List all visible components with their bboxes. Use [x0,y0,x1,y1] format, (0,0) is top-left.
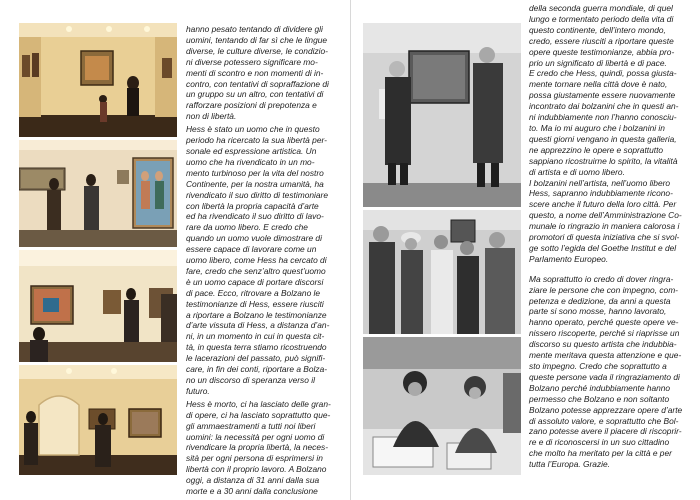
gallery-photo-3 [19,250,177,362]
right-paragraph-1: della seconda guerra mondiale, di quel lungo e tormentato periodo della vita di questo continente, dell’intero mondo, credo, essere riusciti a riportare queste opere queste testimonianze, abbia pro- prio un significato di libertà e di pace. E credo che Hess, quindi, possa giusta- mente tornare nella città dove è nato, possa giustamente essere nuovamente incontrato dai bolzanini che in questi an- ni indubbiamente non l’hanno conosciu- to. Ma io mi auguro che i bolzanini in questi giorni vengano in questa galleria, ne apprezzino le opere e soprattutto sappiano ricostruirne lo spirito, la vitalità di artista e di uomo libero. I bolzanini nell’artista, nell’uomo libero Hess, sapranno indubbiamente ricono- scere anche il futuro della loro città. Per questo, a nome dell’Amministrazione Co- munale io ringrazio in maniera calorosa i promotori di questa iniziativa che si svol- ge sotto l’egida del Goethe Institut e del Parlamento Europeo. [529,3,682,264]
archival-photo-2 [363,210,521,334]
right-text-column [529,3,691,472]
archival-photo-3 [363,337,521,475]
right-page [351,0,700,500]
gallery-photo-4 [19,365,177,475]
gallery-photo-2 [19,140,177,247]
left-paragraph-3: Hess è morto, ci ha lasciato delle gran- di opere, ci ha lasciato soprattutto que- gli ammaestramenti a tutti noi liberi uomini: la necessità per ogni uomo di rivendicare la propria libertà, la neces- sità per ogni persona di esprimersi in libertà con il proprio lavoro. A Bolzano oggi, a distanza di 31 anni dalla sua morte e a 30 anni dalla conclusione [186,398,331,497]
right-paragraph-2: Ma soprattutto io credo di dover ringra- ziare le persone che con impegno, com- petenza e dedizione, da anni a questa parte si sono mosse, hanno lavorato, hanno operato, perché queste opere ve- nissero riscoperte, perché si riaprisse un discorso su questo artista che indubbia- mente meritava questa attenzione e que- sto impegno. Credo che soprattutto a queste persone vada il ringraziamento di Bolzano perché indubbiamente hanno permesso che Bolzano e non soltanto Bolzano potesse apprezzare opere d’arte di assoluto valore, e soprattutto che Bol- zano potesse avere il piacere di riscoprir- re e di riconoscersi in un suo cittadino che molto ha meritato per la città e per tutta l’Europa. Grazie. [529,273,683,470]
left-text-column [186,24,344,499]
left-paragraph-2: Hess è stato un uomo che in questo periodo ha ricercato la sua libertà per- sonale ed espressione artistica. Un uomo che ha rivendicato in un mo- mento turbinoso per la vita del nostro Continente, per la nostra umanità, ha rivendicato il suo diritto di testimoniare con libertà la propria capacità d’arte ed ha rivendicato il suo diritto di lavo- rare da uomo libero. E credo che quando un uomo vuole dimostrare di essere capace di lavorare come un uomo libero, come Hess ha cercato di fare, credo che senz’altro quest’uomo è un uomo capace di portare discorsi di pace. Ecco, ritrovare a Bolzano le testimonianze di Hess, essere riusciti a riportare a Bolzano le testimonianze d’arte vissuta di Hess, a distanza d’an- ni, in un momento in cui in questa cit- tà, in questa terra stiamo ricostruendo le lacerazioni del passato, può signifi- care, in fin dei conti, riportare a Bolza- no un discorso di speranza verso il futuro. [186,124,330,396]
gallery-photo-1 [19,23,177,137]
archival-photo-1 [363,23,521,207]
left-paragraph-1: hanno pesato tentando di dividere gli uomini, tentando di far sì che le lingue diverse, le culture diverse, le condizio- ni diverse potessero significare mo- menti di scontro e non momenti di in- contro, con tentativi di sopraffazione di un gruppo su un altro, con tentativi di rafforzare posizioni di prepotenza e non di libertà. [186,24,329,122]
